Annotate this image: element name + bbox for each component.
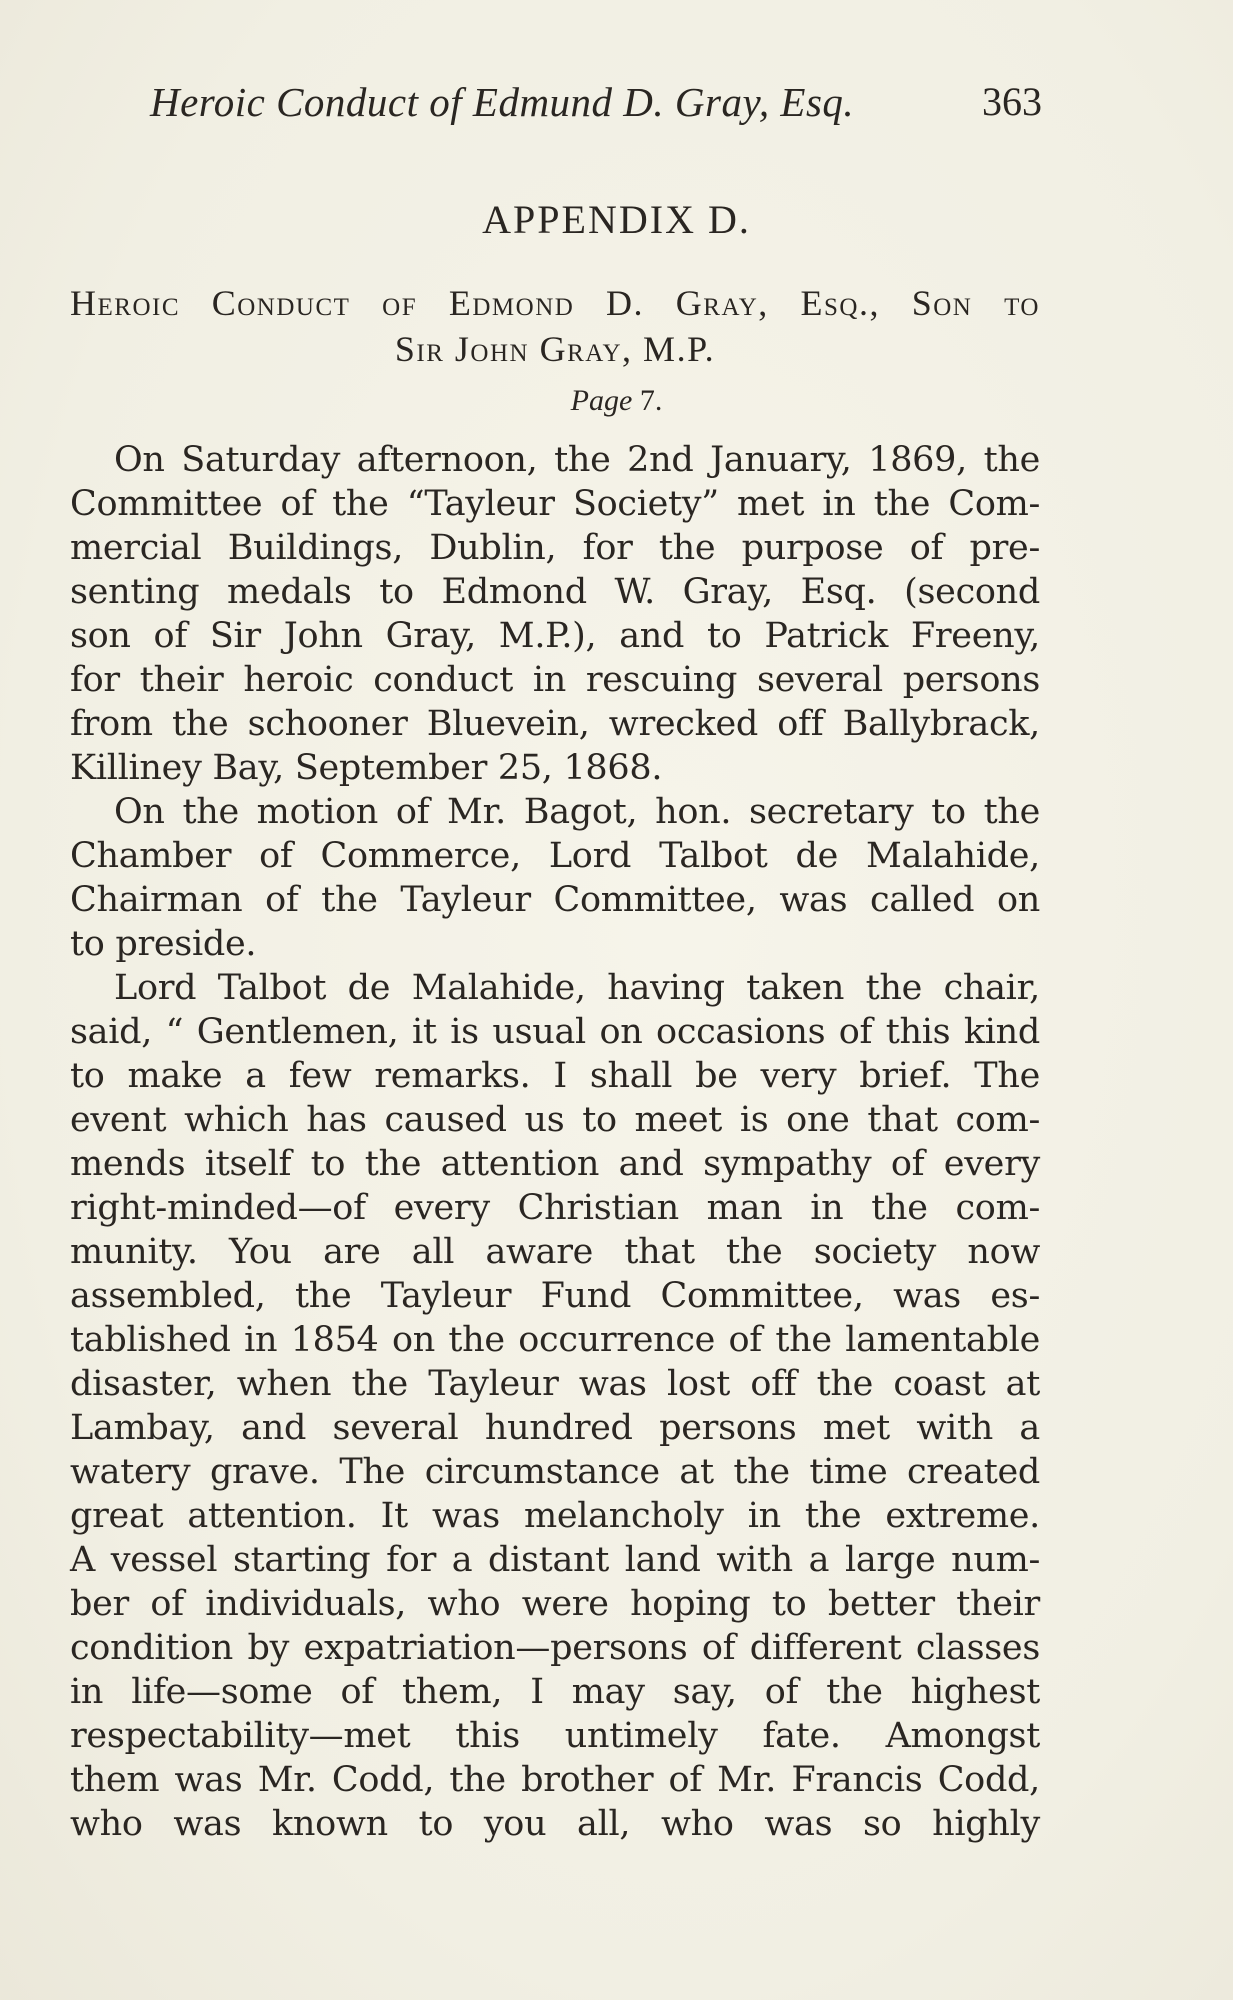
page-number: 363 xyxy=(982,79,1042,124)
text-line: disaster, when the Tayleur was lost off the coast at xyxy=(70,1364,1040,1404)
text-line: mends itself to the attention and sympathy of every xyxy=(70,1144,1040,1184)
text-line: them was Mr. Codd, the brother of Mr. Francis Codd, xyxy=(70,1760,1040,1800)
subtitle-line-1: Heroic Conduct of Edmond D. Gray, Esq., Son to xyxy=(70,283,1040,323)
text-line: who was known to you all, who was so highly xyxy=(70,1804,1040,1844)
text-line: right-minded—of every Christian man in the com- xyxy=(70,1188,1040,1228)
text-line: A vessel starting for a distant land with a large num- xyxy=(70,1540,1040,1580)
text-line: On Saturday afternoon, the 2nd January, 1869, the xyxy=(114,440,1040,480)
text-line: Lambay, and several hundred persons met with a xyxy=(70,1408,1040,1448)
text-line: from the schooner Bluevein, wrecked off Ballybrack, xyxy=(70,704,1040,744)
text-line: mercial Buildings, Dublin, for the purpose of pre- xyxy=(70,528,1040,568)
text-line: condition by expatriation—persons of different classes xyxy=(70,1628,1040,1668)
text-line: Lord Talbot de Malahide, having taken the chair, xyxy=(114,968,1040,1008)
text-line: to make a few remarks. I shall be very brief. The xyxy=(70,1056,1040,1096)
text-line: event which has caused us to meet is one that com- xyxy=(70,1100,1040,1140)
text-line: watery grave. The circumstance at the time created xyxy=(70,1452,1040,1492)
text-line: respectability—met this untimely fate. Amongst xyxy=(70,1716,1040,1756)
text-line: Committee of the “Tayleur Society” met in the Com- xyxy=(70,484,1040,524)
text-line: for their heroic conduct in rescuing several persons xyxy=(70,660,1040,700)
text-line: assembled, the Tayleur Fund Committee, was es- xyxy=(70,1276,1040,1316)
text-line: Killiney Bay, September 25, 1868. xyxy=(70,748,663,788)
text-line: On the motion of Mr. Bagot, hon. secretary to the xyxy=(114,792,1040,832)
page-reference-number: 7. xyxy=(639,384,663,417)
text-line: Chamber of Commerce, Lord Talbot de Malahide, xyxy=(70,836,1040,876)
body-text xyxy=(70,438,1040,1846)
text-line: in life—some of them, I may say, of the highest xyxy=(70,1672,1040,1712)
text-line: Chairman of the Tayleur Committee, was called on xyxy=(70,880,1040,920)
running-title: Heroic Conduct of Edmund D. Gray, Esq. xyxy=(150,79,855,125)
text-line: ber of individuals, who were hoping to better their xyxy=(70,1584,1040,1624)
text-line: munity. You are all aware that the society now xyxy=(70,1232,1040,1272)
text-line: to preside. xyxy=(70,924,257,964)
text-line: son of Sir John Gray, M.P.), and to Patrick Freeny, xyxy=(70,616,1040,656)
page-reference-label: Page xyxy=(570,384,633,417)
text-line: said, “ Gentlemen, it is usual on occasions of this kind xyxy=(70,1012,1040,1052)
text-line: tablished in 1854 on the occurrence of the lamentable xyxy=(70,1320,1040,1360)
text-line: senting medals to Edmond W. Gray, Esq. (second xyxy=(70,572,1040,612)
appendix-heading: APPENDIX D. xyxy=(482,197,751,242)
section-subtitle xyxy=(70,280,1040,372)
page-reference xyxy=(0,384,1233,418)
running-head xyxy=(150,78,1042,138)
subtitle-line-2: Sir John Gray, M.P. xyxy=(394,329,716,369)
text-line: great attention. It was melancholy in the extreme. xyxy=(70,1496,1040,1536)
